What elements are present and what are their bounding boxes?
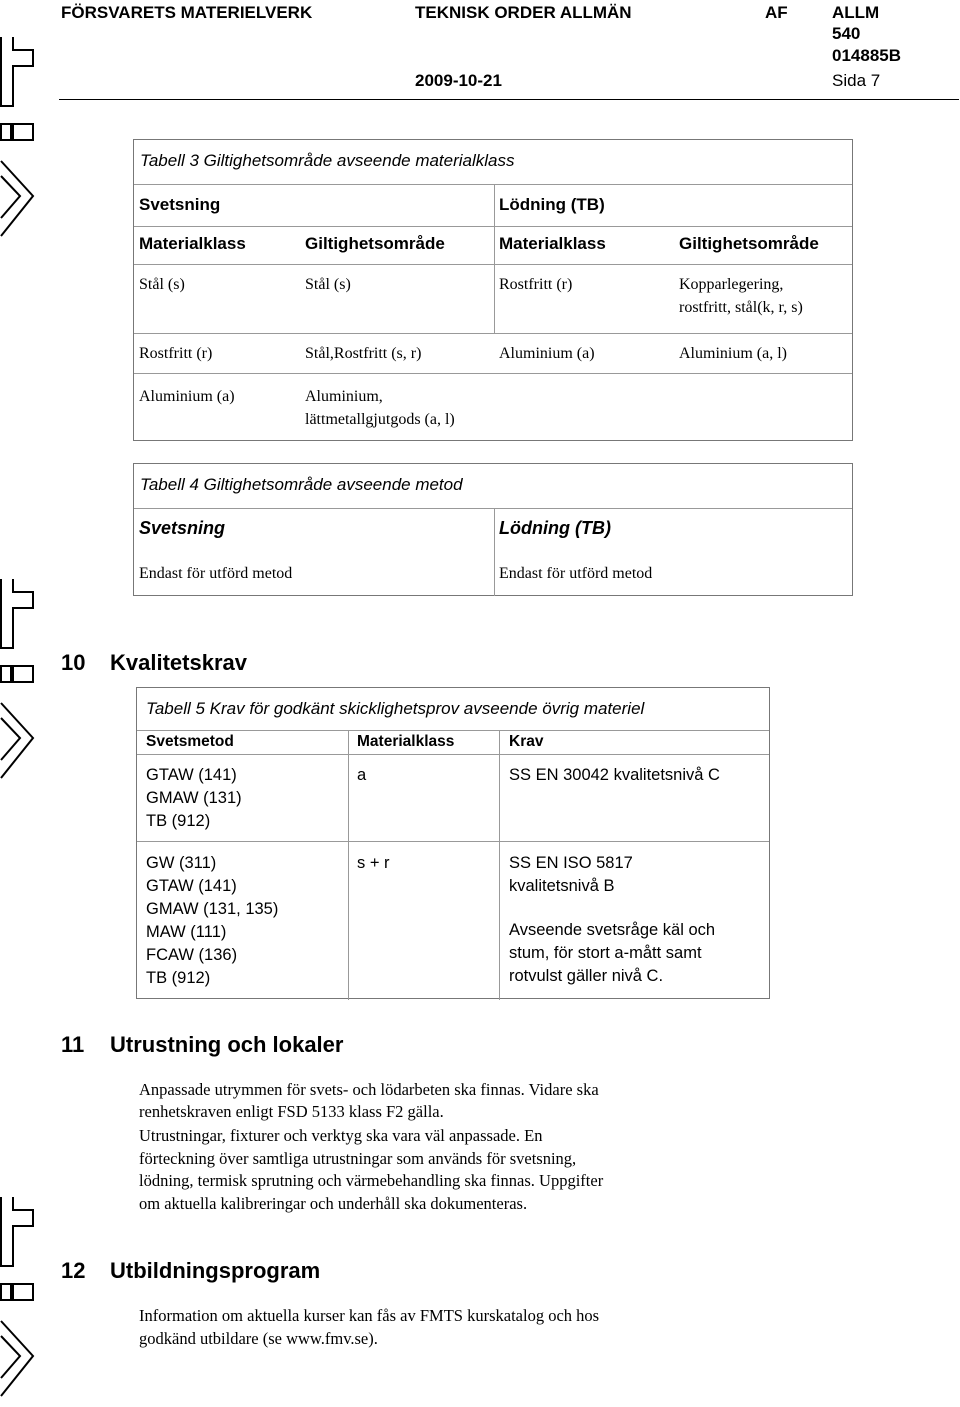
document-date: 2009-10-21	[415, 71, 502, 90]
table-5-requirement: SS EN 30042 kvalitetsnivå C	[509, 766, 720, 784]
table-5-requirement: SS EN ISO 5817	[509, 854, 633, 872]
table-5-method: TB (912)	[146, 812, 211, 830]
flag-icon	[1, 579, 33, 648]
section-11-text-line: om aktuella kalibreringar och underhåll ska dokumenteras.	[139, 1194, 528, 1213]
table-3-group-brazing: Lödning (TB)	[499, 195, 605, 214]
table-5-material: a	[357, 766, 367, 784]
table-5-method: GTAW (141)	[146, 877, 237, 895]
table-3-cell: Aluminium (a)	[139, 388, 235, 405]
section-10-number: 10	[61, 650, 86, 675]
table-4-welding-value: Endast för utförd metod	[139, 565, 293, 582]
table-5-material: s + r	[357, 854, 390, 872]
table-5-requirement: kvalitetsnivå B	[509, 877, 615, 895]
document-number: 540	[832, 24, 861, 43]
section-11-number: 11	[61, 1032, 85, 1057]
table-5-method: GMAW (131)	[146, 789, 242, 807]
table-3-cell: rostfritt, stål(k, r, s)	[679, 299, 803, 316]
table-5-method: GMAW (131, 135)	[146, 900, 279, 918]
table-3-cell: Kopparlegering,	[679, 276, 784, 293]
table-5-col-header: Krav	[509, 733, 544, 750]
margin-symbol-group-3	[0, 1196, 40, 1406]
table-3-cell: Stål,Rostfritt (s, r)	[305, 345, 422, 362]
section-11-text-line: Utrustningar, fixturer och verktyg ska vara väl anpassade. En	[139, 1126, 543, 1145]
table-3-group-welding: Svetsning	[139, 195, 221, 214]
organization-name: FÖRSVARETS MATERIELVERK	[61, 3, 313, 22]
table-5-method: FCAW (136)	[146, 946, 238, 964]
table-3-cell: Rostfritt (r)	[499, 276, 573, 293]
section-11-text-line: renhetskraven enligt FSD 5133 klass F2 gälla.	[139, 1102, 444, 1121]
section-11-text-line: Anpassade utrymmen för svets- och lödarbeten ska finnas. Vidare ska	[139, 1080, 599, 1099]
table-5-requirement: stum, för stort a-mått samt	[509, 944, 702, 962]
section-10-title: Kvalitetskrav	[110, 650, 247, 675]
table-5-requirement: rotvulst gäller nivå C.	[509, 967, 664, 985]
table-5-col-header: Svetsmetod	[146, 733, 234, 750]
margin-symbol-group-2	[0, 578, 40, 788]
table-4-group-welding: Svetsning	[139, 518, 226, 538]
flag-icon	[1, 1197, 33, 1266]
table-3-cell: Rostfritt (r)	[139, 345, 213, 362]
section-12-text-line: Information om aktuella kurser kan fås av FMTS kurskatalog och hos	[139, 1306, 600, 1325]
table-3-col-header: Materialklass	[499, 234, 606, 253]
table-3-cell: Aluminium,	[305, 388, 383, 405]
table-4-brazing-value: Endast för utförd metod	[499, 565, 653, 582]
page-number: Sida 7	[832, 71, 881, 90]
document-id: 014885B	[832, 46, 902, 65]
table-4-group-brazing: Lödning (TB)	[499, 518, 611, 538]
section-11-title: Utrustning och lokaler	[110, 1032, 344, 1057]
table-5-requirement: Avseende svetsråge käl och	[509, 921, 716, 939]
section-12-title: Utbildningsprogram	[110, 1258, 321, 1283]
flag-icon	[1, 37, 33, 106]
table-5-method: MAW (111)	[146, 923, 227, 941]
table-5-col-header: Materialklass	[357, 733, 455, 750]
document-type: TEKNISK ORDER ALLMÄN	[415, 3, 632, 22]
table-4-caption: Tabell 4 Giltighetsområde avseende metod	[140, 475, 463, 494]
margin-symbol-group-1	[0, 36, 40, 246]
table-5-method: TB (912)	[146, 969, 211, 987]
table-5-method: GW (311)	[146, 854, 217, 872]
table-3-cell: Aluminium (a, l)	[679, 345, 787, 362]
section-12-number: 12	[61, 1258, 86, 1283]
section-11-text-line: lödning, termisk sprutning och värmebehandling ska finnas. Uppgifter	[139, 1171, 604, 1190]
table-5-caption: Tabell 5 Krav för godkänt skicklighetsprov avseende övrig materiel	[146, 699, 645, 718]
table-3-col-header: Materialklass	[139, 234, 246, 253]
table-3-col-header: Giltighetsområde	[679, 234, 819, 253]
table-3-cell: lättmetallgjutgods (a, l)	[305, 411, 455, 428]
header-divider	[59, 99, 959, 100]
table-5-method: GTAW (141)	[146, 766, 237, 784]
section-11-text-line: förteckning över samtliga utrustningar som används för svetsning,	[139, 1149, 577, 1168]
table-3-cell: Aluminium (a)	[499, 345, 595, 362]
code-af: AF	[765, 3, 788, 22]
table-3-cell: Stål (s)	[139, 276, 185, 293]
table-3-caption: Tabell 3 Giltighetsområde avseende materialklass	[140, 151, 515, 170]
table-3-col-header: Giltighetsområde	[305, 234, 445, 253]
table-3-cell: Stål (s)	[305, 276, 351, 293]
code-allm: ALLM	[832, 3, 880, 22]
section-12-text-line: godkänd utbildare (se www.fmv.se).	[139, 1329, 378, 1348]
